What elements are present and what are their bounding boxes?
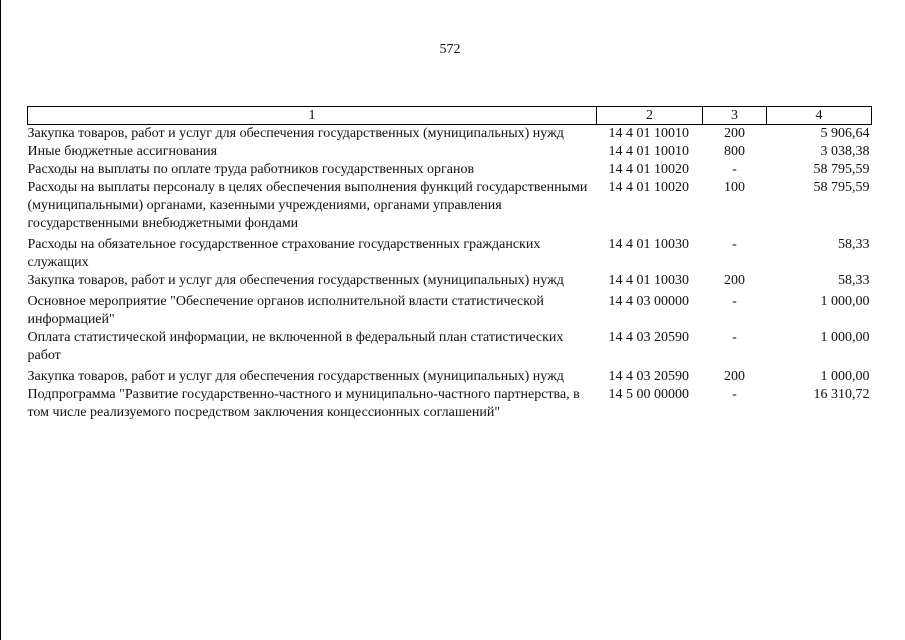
row-name: Расходы на выплаты по оплате труда работников государственных органов — [27, 162, 475, 177]
row-sum: 58,33 — [838, 237, 870, 252]
table-row — [28, 161, 872, 179]
row-sum: 16 310,72 — [813, 387, 870, 402]
row-name: Закупка товаров, работ и услуг для обеспечения государственных (муниципальных) нужд — [27, 369, 564, 384]
budget-table — [27, 106, 872, 422]
row-name: Основное мероприятие "Обеспечение органов исполнительной власти статистической информацией" — [27, 294, 544, 327]
row-sum: 1 000,00 — [820, 330, 870, 345]
header-col-3: 3 — [703, 107, 767, 125]
row-type: 200 — [724, 126, 745, 141]
row-code: 14 4 01 10010 — [608, 126, 689, 141]
row-name: Закупка товаров, работ и услуг для обеспечения государственных (муниципальных) нужд — [27, 126, 564, 141]
row-type: 800 — [724, 144, 745, 159]
row-type: - — [732, 387, 737, 402]
row-name: Иные бюджетные ассигнования — [27, 144, 218, 159]
header-col-2: 2 — [597, 107, 703, 125]
row-sum: 58,33 — [838, 273, 870, 288]
row-code: 14 4 03 20590 — [608, 330, 689, 345]
table-header — [28, 107, 872, 125]
table-row — [28, 272, 872, 293]
table-row — [28, 236, 872, 272]
row-name: Закупка товаров, работ и услуг для обеспечения государственных (муниципальных) нужд — [27, 273, 564, 288]
row-type: - — [732, 330, 737, 345]
table-row — [28, 125, 872, 144]
row-type: - — [732, 294, 737, 309]
row-sum: 1 000,00 — [820, 369, 870, 384]
row-name: Расходы на выплаты персоналу в целях обеспечения выполнения функций государственными (муниципальными) органами, казенными учреждениями, органами управления государственными внебюджетными фондами — [27, 180, 588, 231]
row-code: 14 4 01 10010 — [608, 144, 689, 159]
row-sum: 58 795,59 — [813, 180, 870, 195]
header-col-1: 1 — [28, 107, 597, 125]
table-row — [28, 179, 872, 236]
row-sum: 5 906,64 — [820, 126, 870, 141]
row-code: 14 4 03 00000 — [608, 294, 689, 309]
row-code: 14 4 01 10030 — [608, 273, 689, 288]
row-code: 14 4 01 10020 — [608, 180, 689, 195]
row-name: Оплата статистической информации, не включенной в федеральный план статистических работ — [27, 330, 564, 363]
page-edge-line — [0, 0, 1, 640]
table-row — [28, 329, 872, 368]
row-type: - — [732, 237, 737, 252]
row-sum: 58 795,59 — [813, 162, 870, 177]
row-code: 14 5 00 00000 — [608, 387, 689, 402]
row-name: Расходы на обязательное государственное страхование государственных гражданских служащих — [27, 237, 541, 270]
header-col-4: 4 — [767, 107, 872, 125]
row-name: Подпрограмма "Развитие государственно-частного и муниципально-частного партнерства, в том числе реализуемого посредством заключения концессионных соглашений" — [27, 387, 580, 420]
table-row — [28, 386, 872, 422]
table-row — [28, 368, 872, 386]
table-row — [28, 143, 872, 161]
row-code: 14 4 03 20590 — [608, 369, 689, 384]
table-row — [28, 293, 872, 329]
page-number: 572 — [439, 42, 461, 57]
row-code: 14 4 01 10030 — [608, 237, 689, 252]
row-type: 200 — [724, 273, 745, 288]
row-code: 14 4 01 10020 — [608, 162, 689, 177]
row-sum: 3 038,38 — [820, 144, 870, 159]
row-type: - — [732, 162, 737, 177]
row-type: 100 — [724, 180, 745, 195]
row-type: 200 — [724, 369, 745, 384]
row-sum: 1 000,00 — [820, 294, 870, 309]
